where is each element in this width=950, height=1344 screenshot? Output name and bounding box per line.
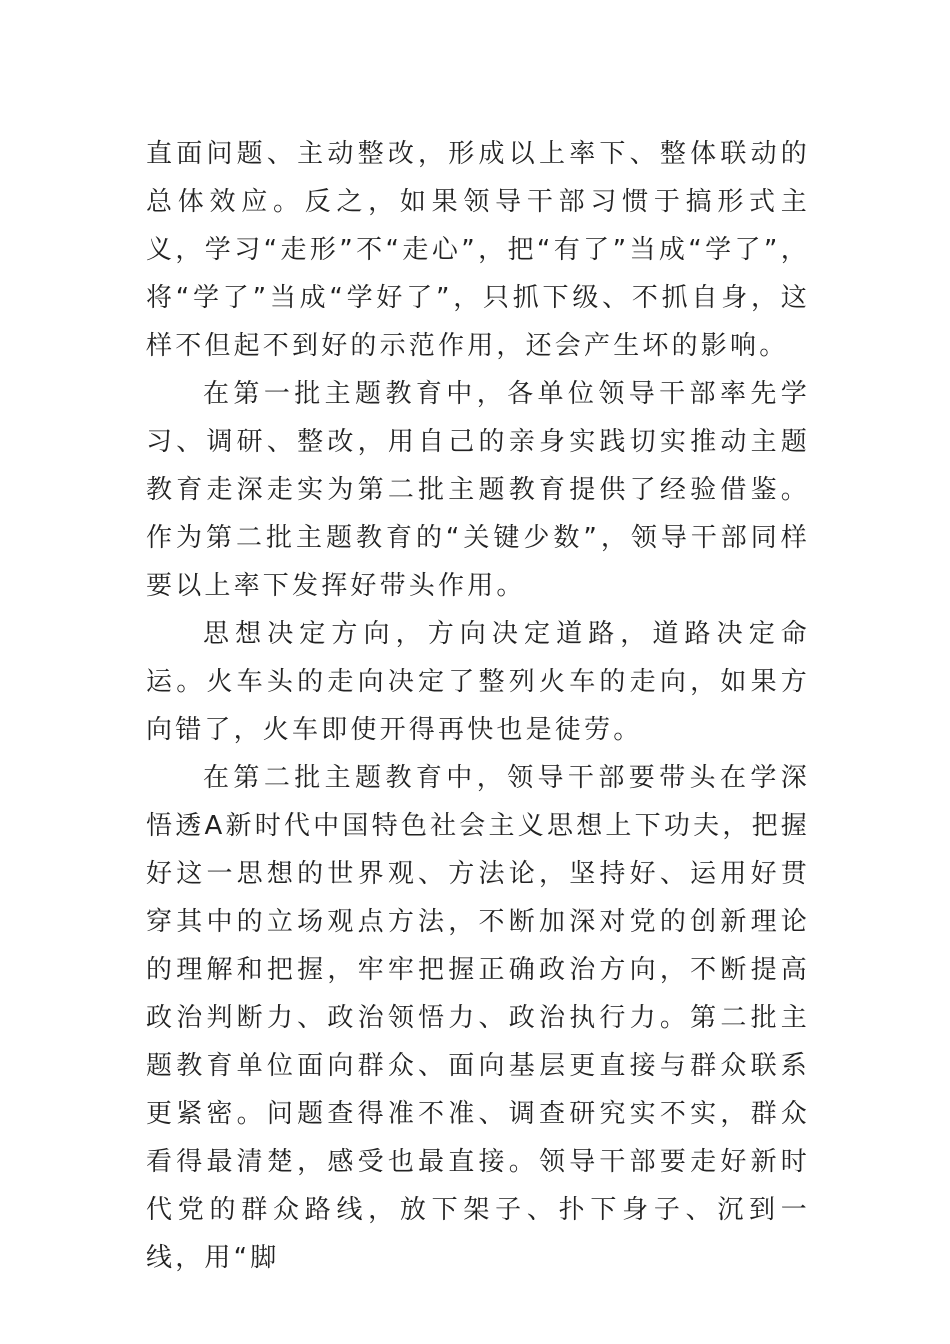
paragraph-first-batch: 在第一批主题教育中，各单位领导干部率先学习、调研、整改，用自己的亲身实践切实推动主题教育走深走实为第二批主题教育提供了经验借鉴。作为第二批主题教育的“关键少数”，领导干部同样要以上率下发挥好带头作用。 bbox=[146, 379, 810, 601]
paragraph-direction: 思想决定方向，方向决定道路，道路决定命运。火车头的走向决定了整列火车的走向，如果方向错了，火车即使开得再快也是徒劳。 bbox=[146, 619, 810, 745]
document-body bbox=[146, 130, 810, 1282]
paragraph-continuation: 直面问题、主动整改，形成以上率下、整体联动的总体效应。反之，如果领导干部习惯于搞形式主义，学习“走形”不“走心”，把“有了”当成“学了”，将“学了”当成“学好了”，只抓下级、不抓自身，这样不但起不到好的示范作用，还会产生坏的影响。 bbox=[146, 139, 810, 361]
paragraph-second-batch: 在第二批主题教育中，领导干部要带头在学深悟透A新时代中国特色社会主义思想上下功夫，把握好这一思想的世界观、方法论，坚持好、运用好贯穿其中的立场观点方法，不断加深对党的创新理论的理解和把握，牢牢把握正确政治方向，不断提高政治判断力、政治领悟力、政治执行力。第二批主题教育单位面向群众、面向基层更直接与群众联系更紧密。问题查得准不准、调查研究实不实，群众看得最清楚，感受也最直接。领导干部要走好新时代党的群众路线，放下架子、扑下身子、沉到一线，用“脚 bbox=[146, 763, 810, 1273]
